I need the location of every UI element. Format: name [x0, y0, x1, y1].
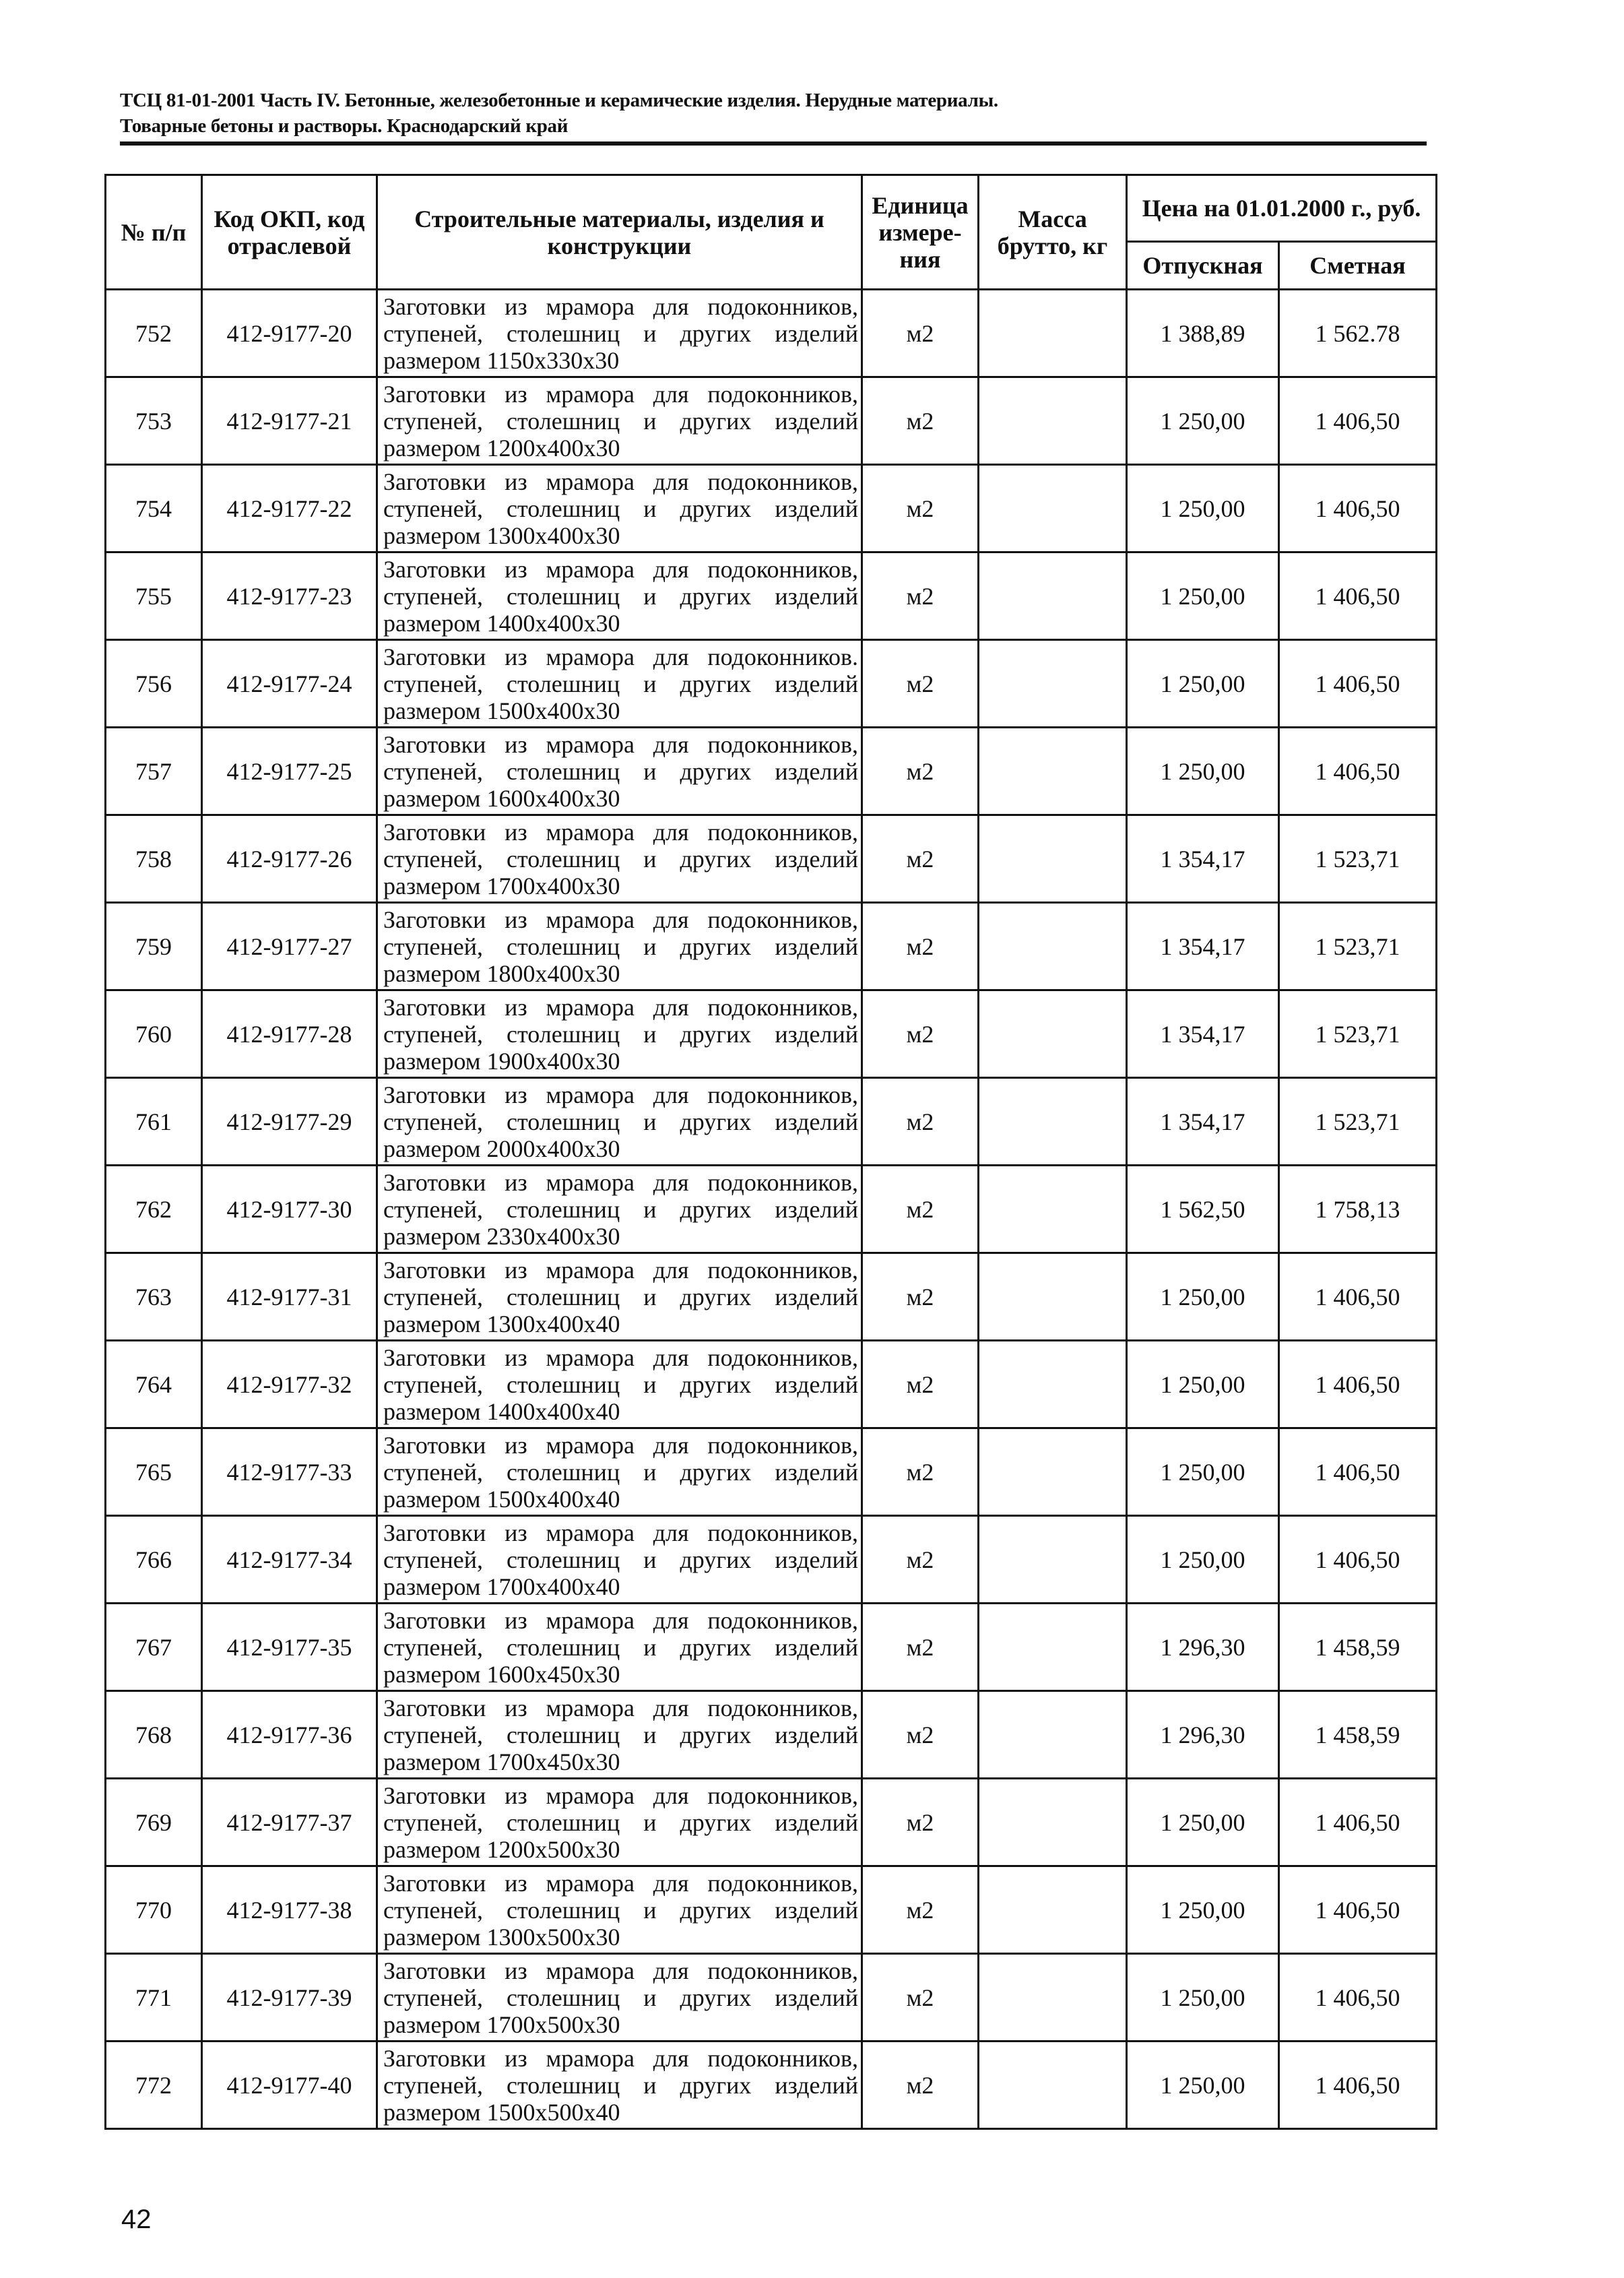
unit-cell: м2	[862, 2042, 979, 2129]
release-price-cell: 1 296,30	[1127, 1604, 1279, 1691]
running-header-line-1: ТСЦ 81-01-2001 Часть IV. Бетонные, железобетонные и керамические изделия. Нерудные материалы.	[120, 90, 998, 111]
code-cell: 412-9177-33	[202, 1428, 377, 1516]
release-price-cell: 1 354,17	[1127, 990, 1279, 1078]
row-number-cell: 771	[106, 1954, 202, 2042]
unit-cell: м2	[862, 903, 979, 990]
estimate-price-cell: 1 406,50	[1279, 728, 1437, 815]
release-price-cell: 1 250,00	[1127, 1253, 1279, 1341]
mass-cell	[979, 552, 1127, 640]
row-number-cell: 762	[106, 1166, 202, 1253]
table-row	[106, 815, 1437, 903]
table-row	[106, 377, 1437, 465]
release-price-cell: 1 562,50	[1127, 1166, 1279, 1253]
release-price-cell: 1 354,17	[1127, 815, 1279, 903]
row-number-cell: 765	[106, 1428, 202, 1516]
table-header-row	[106, 175, 1437, 242]
table-row	[106, 1604, 1437, 1691]
release-price-cell: 1 250,00	[1127, 1779, 1279, 1866]
table-row	[106, 465, 1437, 552]
unit-cell: м2	[862, 1516, 979, 1604]
row-number-cell: 766	[106, 1516, 202, 1604]
estimate-price-cell: 1 458,59	[1279, 1604, 1437, 1691]
description-cell: Заготовки из мрамора для подоконников, ступеней, столешниц и других изделий размером 1700х400х30	[377, 815, 862, 903]
code-cell: 412-9177-23	[202, 552, 377, 640]
mass-cell	[979, 903, 1127, 990]
estimate-price-cell: 1 406,50	[1279, 552, 1437, 640]
unit-cell: м2	[862, 1078, 979, 1166]
mass-cell	[979, 640, 1127, 728]
unit-cell: м2	[862, 815, 979, 903]
col-header-mass: Масса брутто, кг	[979, 175, 1127, 290]
table-row	[106, 1954, 1437, 2042]
code-cell: 412-9177-24	[202, 640, 377, 728]
code-cell: 412-9177-27	[202, 903, 377, 990]
table-row	[106, 1428, 1437, 1516]
unit-cell: м2	[862, 1779, 979, 1866]
code-cell: 412-9177-37	[202, 1779, 377, 1866]
release-price-cell: 1 250,00	[1127, 465, 1279, 552]
estimate-price-cell: 1 523,71	[1279, 903, 1437, 990]
estimate-price-cell: 1 406,50	[1279, 1253, 1437, 1341]
code-cell: 412-9177-38	[202, 1866, 377, 1954]
description-cell: Заготовки из мрамора для подоконников, ступеней, столешниц и других изделий размером 1700х400х40	[377, 1516, 862, 1604]
table-row	[106, 1078, 1437, 1166]
description-cell: Заготовки из мрамора для подоконников, ступеней, столешниц и других изделий размером 1400х400х30	[377, 552, 862, 640]
table-body	[106, 290, 1437, 2129]
col-header-unit: Единица измере-ния	[862, 175, 979, 290]
row-number-cell: 757	[106, 728, 202, 815]
unit-cell: м2	[862, 465, 979, 552]
code-cell: 412-9177-39	[202, 1954, 377, 2042]
mass-cell	[979, 990, 1127, 1078]
mass-cell	[979, 1253, 1127, 1341]
header-rule	[120, 141, 1427, 146]
price-table	[104, 174, 1437, 2130]
col-header-price-group: Цена на 01.01.2000 г., руб.	[1127, 175, 1437, 242]
mass-cell	[979, 2042, 1127, 2129]
estimate-price-cell: 1 406,50	[1279, 465, 1437, 552]
table-row	[106, 1691, 1437, 1779]
description-cell: Заготовки из мрамора для подоконников, ступеней, столешниц и других изделий размером 1900х400х30	[377, 990, 862, 1078]
release-price-cell: 1 250,00	[1127, 2042, 1279, 2129]
row-number-cell: 754	[106, 465, 202, 552]
mass-cell	[979, 1341, 1127, 1428]
unit-cell: м2	[862, 377, 979, 465]
unit-cell: м2	[862, 1866, 979, 1954]
row-number-cell: 752	[106, 290, 202, 377]
mass-cell	[979, 815, 1127, 903]
code-cell: 412-9177-36	[202, 1691, 377, 1779]
mass-cell	[979, 290, 1127, 377]
mass-cell	[979, 728, 1127, 815]
code-cell: 412-9177-28	[202, 990, 377, 1078]
mass-cell	[979, 1691, 1127, 1779]
description-cell: Заготовки из мрамора для подоконников, ступеней, столешниц и других изделий размером 1300х400х40	[377, 1253, 862, 1341]
unit-cell: м2	[862, 640, 979, 728]
table-row	[106, 640, 1437, 728]
code-cell: 412-9177-31	[202, 1253, 377, 1341]
mass-cell	[979, 1428, 1127, 1516]
table-row	[106, 990, 1437, 1078]
unit-cell: м2	[862, 1954, 979, 2042]
unit-cell: м2	[862, 290, 979, 377]
description-cell: Заготовки из мрамора для подоконников, ступеней, столешниц и других изделий размером 1150х330х30	[377, 290, 862, 377]
estimate-price-cell: 1 406,50	[1279, 1428, 1437, 1516]
row-number-cell: 767	[106, 1604, 202, 1691]
estimate-price-cell: 1 406,50	[1279, 1866, 1437, 1954]
description-cell: Заготовки из мрамора для подоконников, ступеней, столешниц и других изделий размером 2000х400х30	[377, 1078, 862, 1166]
description-cell: Заготовки из мрамора для подоконников, ступеней, столешниц и других изделий размером 1400х400х40	[377, 1341, 862, 1428]
description-cell: Заготовки из мрамора для подоконников, ступеней, столешниц и других изделий размером 2330х400х30	[377, 1166, 862, 1253]
code-cell: 412-9177-22	[202, 465, 377, 552]
table-row	[106, 2042, 1437, 2129]
mass-cell	[979, 377, 1127, 465]
description-cell: Заготовки из мрамора для подоконников, ступеней, столешниц и других изделий размером 1500х500х40	[377, 2042, 862, 2129]
table-row	[106, 1866, 1437, 1954]
row-number-cell: 768	[106, 1691, 202, 1779]
description-cell: Заготовки из мрамора для подоконников, ступеней, столешниц и других изделий размером 1600х450х30	[377, 1604, 862, 1691]
release-price-cell: 1 250,00	[1127, 640, 1279, 728]
table-row	[106, 1341, 1437, 1428]
col-header-price-estimate: Сметная	[1279, 242, 1437, 290]
mass-cell	[979, 465, 1127, 552]
code-cell: 412-9177-21	[202, 377, 377, 465]
table-row	[106, 1516, 1437, 1604]
description-cell: Заготовки из мрамора для подоконников, ступеней, столешниц и других изделий размером 1300х400х30	[377, 465, 862, 552]
table-row	[106, 728, 1437, 815]
code-cell: 412-9177-32	[202, 1341, 377, 1428]
unit-cell: м2	[862, 1341, 979, 1428]
row-number-cell: 761	[106, 1078, 202, 1166]
description-cell: Заготовки из мрамора для подоконников, ступеней, столешниц и других изделий размером 1200х400х30	[377, 377, 862, 465]
description-cell: Заготовки из мрамора для подоконников, ступеней, столешниц и других изделий размером 1200х500х30	[377, 1779, 862, 1866]
description-cell: Заготовки из мрамора для подоконников, ступеней, столешниц и других изделий размером 1800х400х30	[377, 903, 862, 990]
estimate-price-cell: 1 406,50	[1279, 1954, 1437, 2042]
estimate-price-cell: 1 406,50	[1279, 1341, 1437, 1428]
mass-cell	[979, 1604, 1127, 1691]
code-cell: 412-9177-25	[202, 728, 377, 815]
code-cell: 412-9177-34	[202, 1516, 377, 1604]
code-cell: 412-9177-26	[202, 815, 377, 903]
page-number: 42	[121, 2205, 152, 2234]
row-number-cell: 772	[106, 2042, 202, 2129]
row-number-cell: 760	[106, 990, 202, 1078]
unit-cell: м2	[862, 1604, 979, 1691]
code-cell: 412-9177-40	[202, 2042, 377, 2129]
row-number-cell: 753	[106, 377, 202, 465]
unit-cell: м2	[862, 1691, 979, 1779]
release-price-cell: 1 354,17	[1127, 1078, 1279, 1166]
release-price-cell: 1 250,00	[1127, 728, 1279, 815]
mass-cell	[979, 1166, 1127, 1253]
row-number-cell: 764	[106, 1341, 202, 1428]
estimate-price-cell: 1 406,50	[1279, 2042, 1437, 2129]
release-price-cell: 1 354,17	[1127, 903, 1279, 990]
code-cell: 412-9177-30	[202, 1166, 377, 1253]
release-price-cell: 1 250,00	[1127, 1866, 1279, 1954]
row-number-cell: 756	[106, 640, 202, 728]
mass-cell	[979, 1516, 1127, 1604]
row-number-cell: 769	[106, 1779, 202, 1866]
unit-cell: м2	[862, 990, 979, 1078]
description-cell: Заготовки из мрамора для подоконников, ступеней, столешниц и других изделий размером 1500х400х40	[377, 1428, 862, 1516]
unit-cell: м2	[862, 552, 979, 640]
table-row	[106, 290, 1437, 377]
mass-cell	[979, 1078, 1127, 1166]
running-header-line-2: Товарные бетоны и растворы. Краснодарский край	[120, 115, 569, 137]
row-number-cell: 755	[106, 552, 202, 640]
release-price-cell: 1 250,00	[1127, 1516, 1279, 1604]
row-number-cell: 763	[106, 1253, 202, 1341]
table-row	[106, 552, 1437, 640]
release-price-cell: 1 250,00	[1127, 377, 1279, 465]
table-row	[106, 1166, 1437, 1253]
estimate-price-cell: 1 406,50	[1279, 640, 1437, 728]
mass-cell	[979, 1866, 1127, 1954]
table-row	[106, 1253, 1437, 1341]
estimate-price-cell: 1 523,71	[1279, 815, 1437, 903]
description-cell: Заготовки из мрамора для подоконников, ступеней, столешниц и других изделий размером 1700х450х30	[377, 1691, 862, 1779]
mass-cell	[979, 1779, 1127, 1866]
table-row	[106, 903, 1437, 990]
running-header	[120, 88, 1427, 139]
release-price-cell: 1 250,00	[1127, 1341, 1279, 1428]
release-price-cell: 1 296,30	[1127, 1691, 1279, 1779]
description-cell: Заготовки из мрамора для подоконников. ступеней, столешниц и других изделий размером 1500х400х30	[377, 640, 862, 728]
description-cell: Заготовки из мрамора для подоконников, ступеней, столешниц и других изделий размером 1600х400х30	[377, 728, 862, 815]
table-row	[106, 1779, 1437, 1866]
estimate-price-cell: 1 562.78	[1279, 290, 1437, 377]
estimate-price-cell: 1 406,50	[1279, 377, 1437, 465]
unit-cell: м2	[862, 1166, 979, 1253]
estimate-price-cell: 1 523,71	[1279, 1078, 1437, 1166]
unit-cell: м2	[862, 1253, 979, 1341]
description-cell: Заготовки из мрамора для подоконников, ступеней, столешниц и других изделий размером 1700х500х30	[377, 1954, 862, 2042]
unit-cell: м2	[862, 1428, 979, 1516]
release-price-cell: 1 388,89	[1127, 290, 1279, 377]
estimate-price-cell: 1 406,50	[1279, 1516, 1437, 1604]
mass-cell	[979, 1954, 1127, 2042]
code-cell: 412-9177-35	[202, 1604, 377, 1691]
estimate-price-cell: 1 523,71	[1279, 990, 1437, 1078]
row-number-cell: 759	[106, 903, 202, 990]
code-cell: 412-9177-29	[202, 1078, 377, 1166]
col-header-price-release: Отпускная	[1127, 242, 1279, 290]
row-number-cell: 770	[106, 1866, 202, 1954]
estimate-price-cell: 1 406,50	[1279, 1779, 1437, 1866]
col-header-material: Строительные материалы, изделия и конструкции	[377, 175, 862, 290]
col-header-num: № п/п	[106, 175, 202, 290]
col-header-code: Код ОКП, код отраслевой	[202, 175, 377, 290]
release-price-cell: 1 250,00	[1127, 1428, 1279, 1516]
code-cell: 412-9177-20	[202, 290, 377, 377]
release-price-cell: 1 250,00	[1127, 552, 1279, 640]
release-price-cell: 1 250,00	[1127, 1954, 1279, 2042]
estimate-price-cell: 1 758,13	[1279, 1166, 1437, 1253]
row-number-cell: 758	[106, 815, 202, 903]
estimate-price-cell: 1 458,59	[1279, 1691, 1437, 1779]
description-cell: Заготовки из мрамора для подоконников, ступеней, столешниц и других изделий размером 1300х500х30	[377, 1866, 862, 1954]
unit-cell: м2	[862, 728, 979, 815]
